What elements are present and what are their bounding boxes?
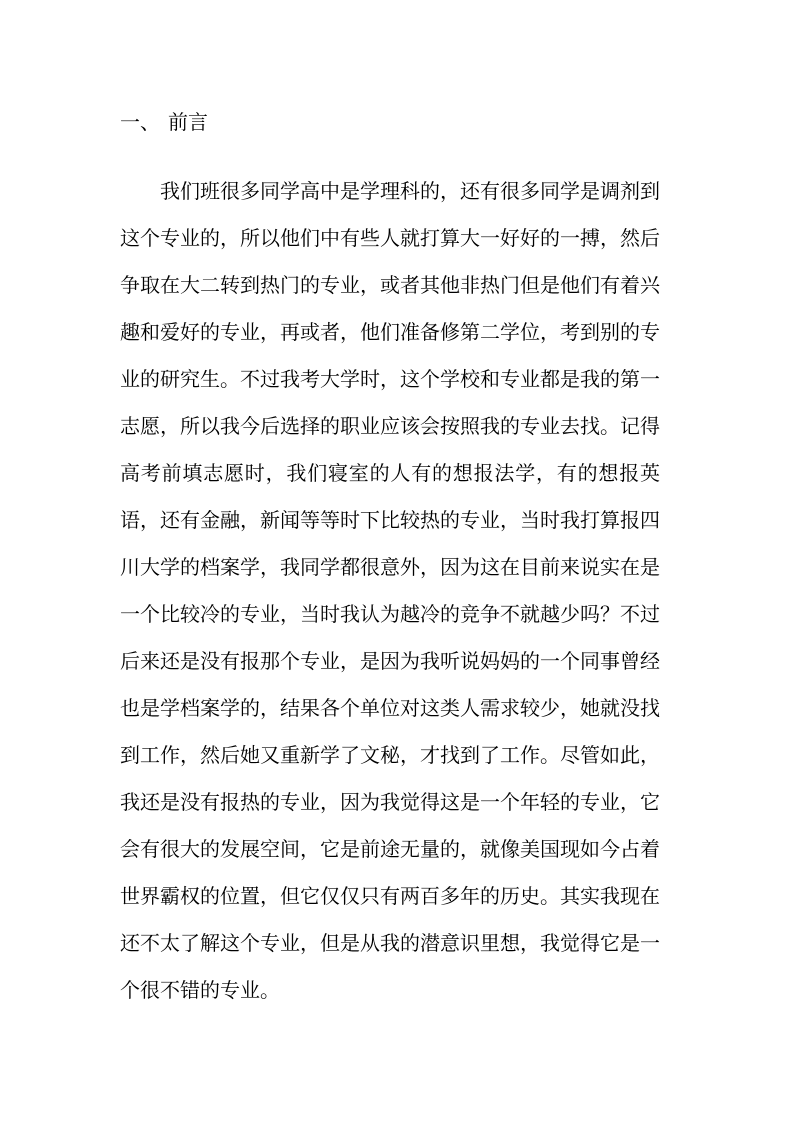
- section-number: 一、: [120, 110, 160, 134]
- section-title: 前言: [168, 110, 208, 134]
- body-paragraph: 我们班很多同学高中是学理科的，还有很多同学是调剂到这个专业的，所以他们中有些人就打算大一好好的一搏，然后争取在大二转到热门的专业，或者其他非热门但是他们有着兴趣和爱好的专业，再或者，他们准备修第二学位，考到别的专业的研究生。不过我考大学时，这个学校和专业都是我的第一志愿，所以我今后选择的职业应该会按照我的专业去找。记得高考前填志愿时，我们寝室的人有的想报法学，有的想报英语，还有金融，新闻等等时下比较热的专业，当时我打算报四川大学的档案学，我同学都很意外，因为这在目前来说实在是一个比较冷的专业，当时我认为越冷的竞争不就越少吗？不过后来还是没有报那个专业，是因为我听说妈妈的一个同事曾经也是学档案学的，结果各个单位对这类人需求较少，她就没找到工作，然后她又重新学了文秘，才找到了工作。尽管如此，我还是没有报热的专业，因为我觉得这是一个年轻的专业，它会有很大的发展空间，它是前途无量的，就像美国现如今占着世界霸权的位置，但它仅仅只有两百多年的历史。其实我现在还不太了解这个专业，但是从我的潜意识里想，我觉得它是一个很不错的专业。: [120, 179, 660, 1002]
- section-heading: [120, 108, 208, 136]
